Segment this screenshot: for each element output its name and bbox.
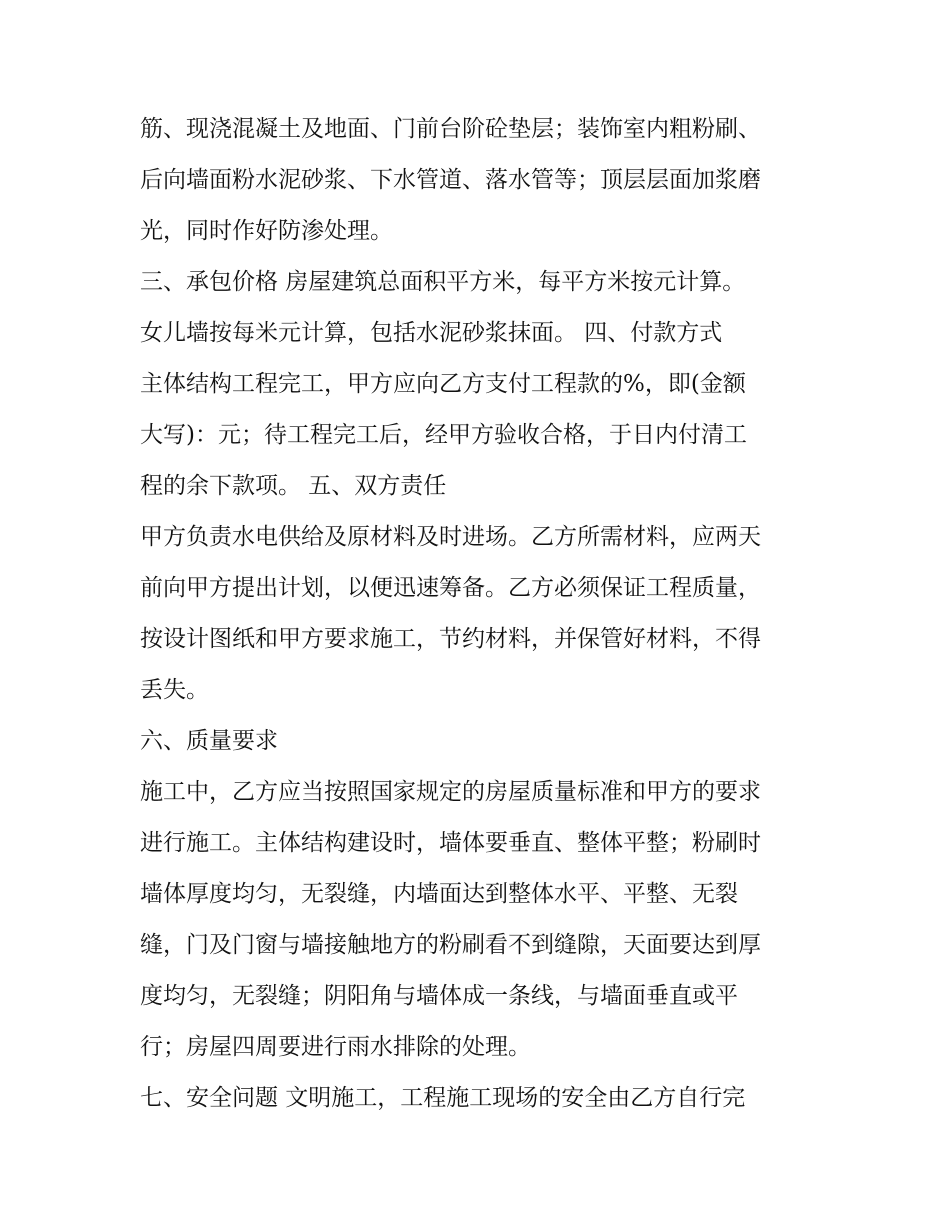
text-line: 进行施工。主体结构建设时，墙体要垂直、整体平整；粉刷时 [140, 830, 761, 856]
text-line: 缝，门及门窗与墙接触地方的粉刷看不到缝隙，天面要达到厚 [140, 932, 761, 958]
text-line: 度均匀，无裂缝；阴阳角与墙体成一条线，与墙面垂直或平 [140, 983, 738, 1009]
section-seven-line: 七、安全问题 文明施工，工程施工现场的安全由乙方自行完 [140, 1085, 746, 1111]
section-four-line: 女儿墙按每米元计算，包括水泥砂浆抹面。 四、付款方式 [140, 320, 723, 346]
text-line: 施工中，乙方应当按照国家规定的房屋质量标准和甲方的要求 [140, 779, 761, 805]
section-six-heading: 六、质量要求 [140, 728, 278, 754]
text-line: 按设计图纸和甲方要求施工，节约材料，并保管好材料，不得 [140, 626, 761, 652]
section-five-line: 程的余下款项。 五、双方责任 [140, 473, 447, 499]
text-line: 甲方负责水电供给及原材料及时进场。乙方所需材料，应两天 [140, 524, 761, 550]
text-line: 筋、现浇混凝土及地面、门前台阶砼垫层；装饰室内粗粉刷、 [140, 116, 761, 142]
text-line: 墙体厚度均匀，无裂缝，内墙面达到整体水平、平整、无裂 [140, 881, 738, 907]
text-line: 后向墙面粉水泥砂浆、下水管道、落水管等；顶层层面加浆磨 [140, 167, 761, 193]
text-line: 丢失。 [140, 677, 209, 703]
text-line: 光，同时作好防渗处理。 [140, 218, 393, 244]
text-line: 主体结构工程完工，甲方应向乙方支付工程款的%，即(金额 [140, 371, 746, 397]
text-line: 行；房屋四周要进行雨水排除的处理。 [140, 1034, 531, 1060]
text-line: 大写)：元；待工程完工后，经甲方验收合格，于日内付清工 [140, 422, 747, 448]
text-line: 前向甲方提出计划，以便迅速筹备。乙方必须保证工程质量， [140, 575, 761, 601]
section-three-line: 三、承包价格 房屋建筑总面积平方米，每平方米按元计算。 [140, 269, 746, 295]
